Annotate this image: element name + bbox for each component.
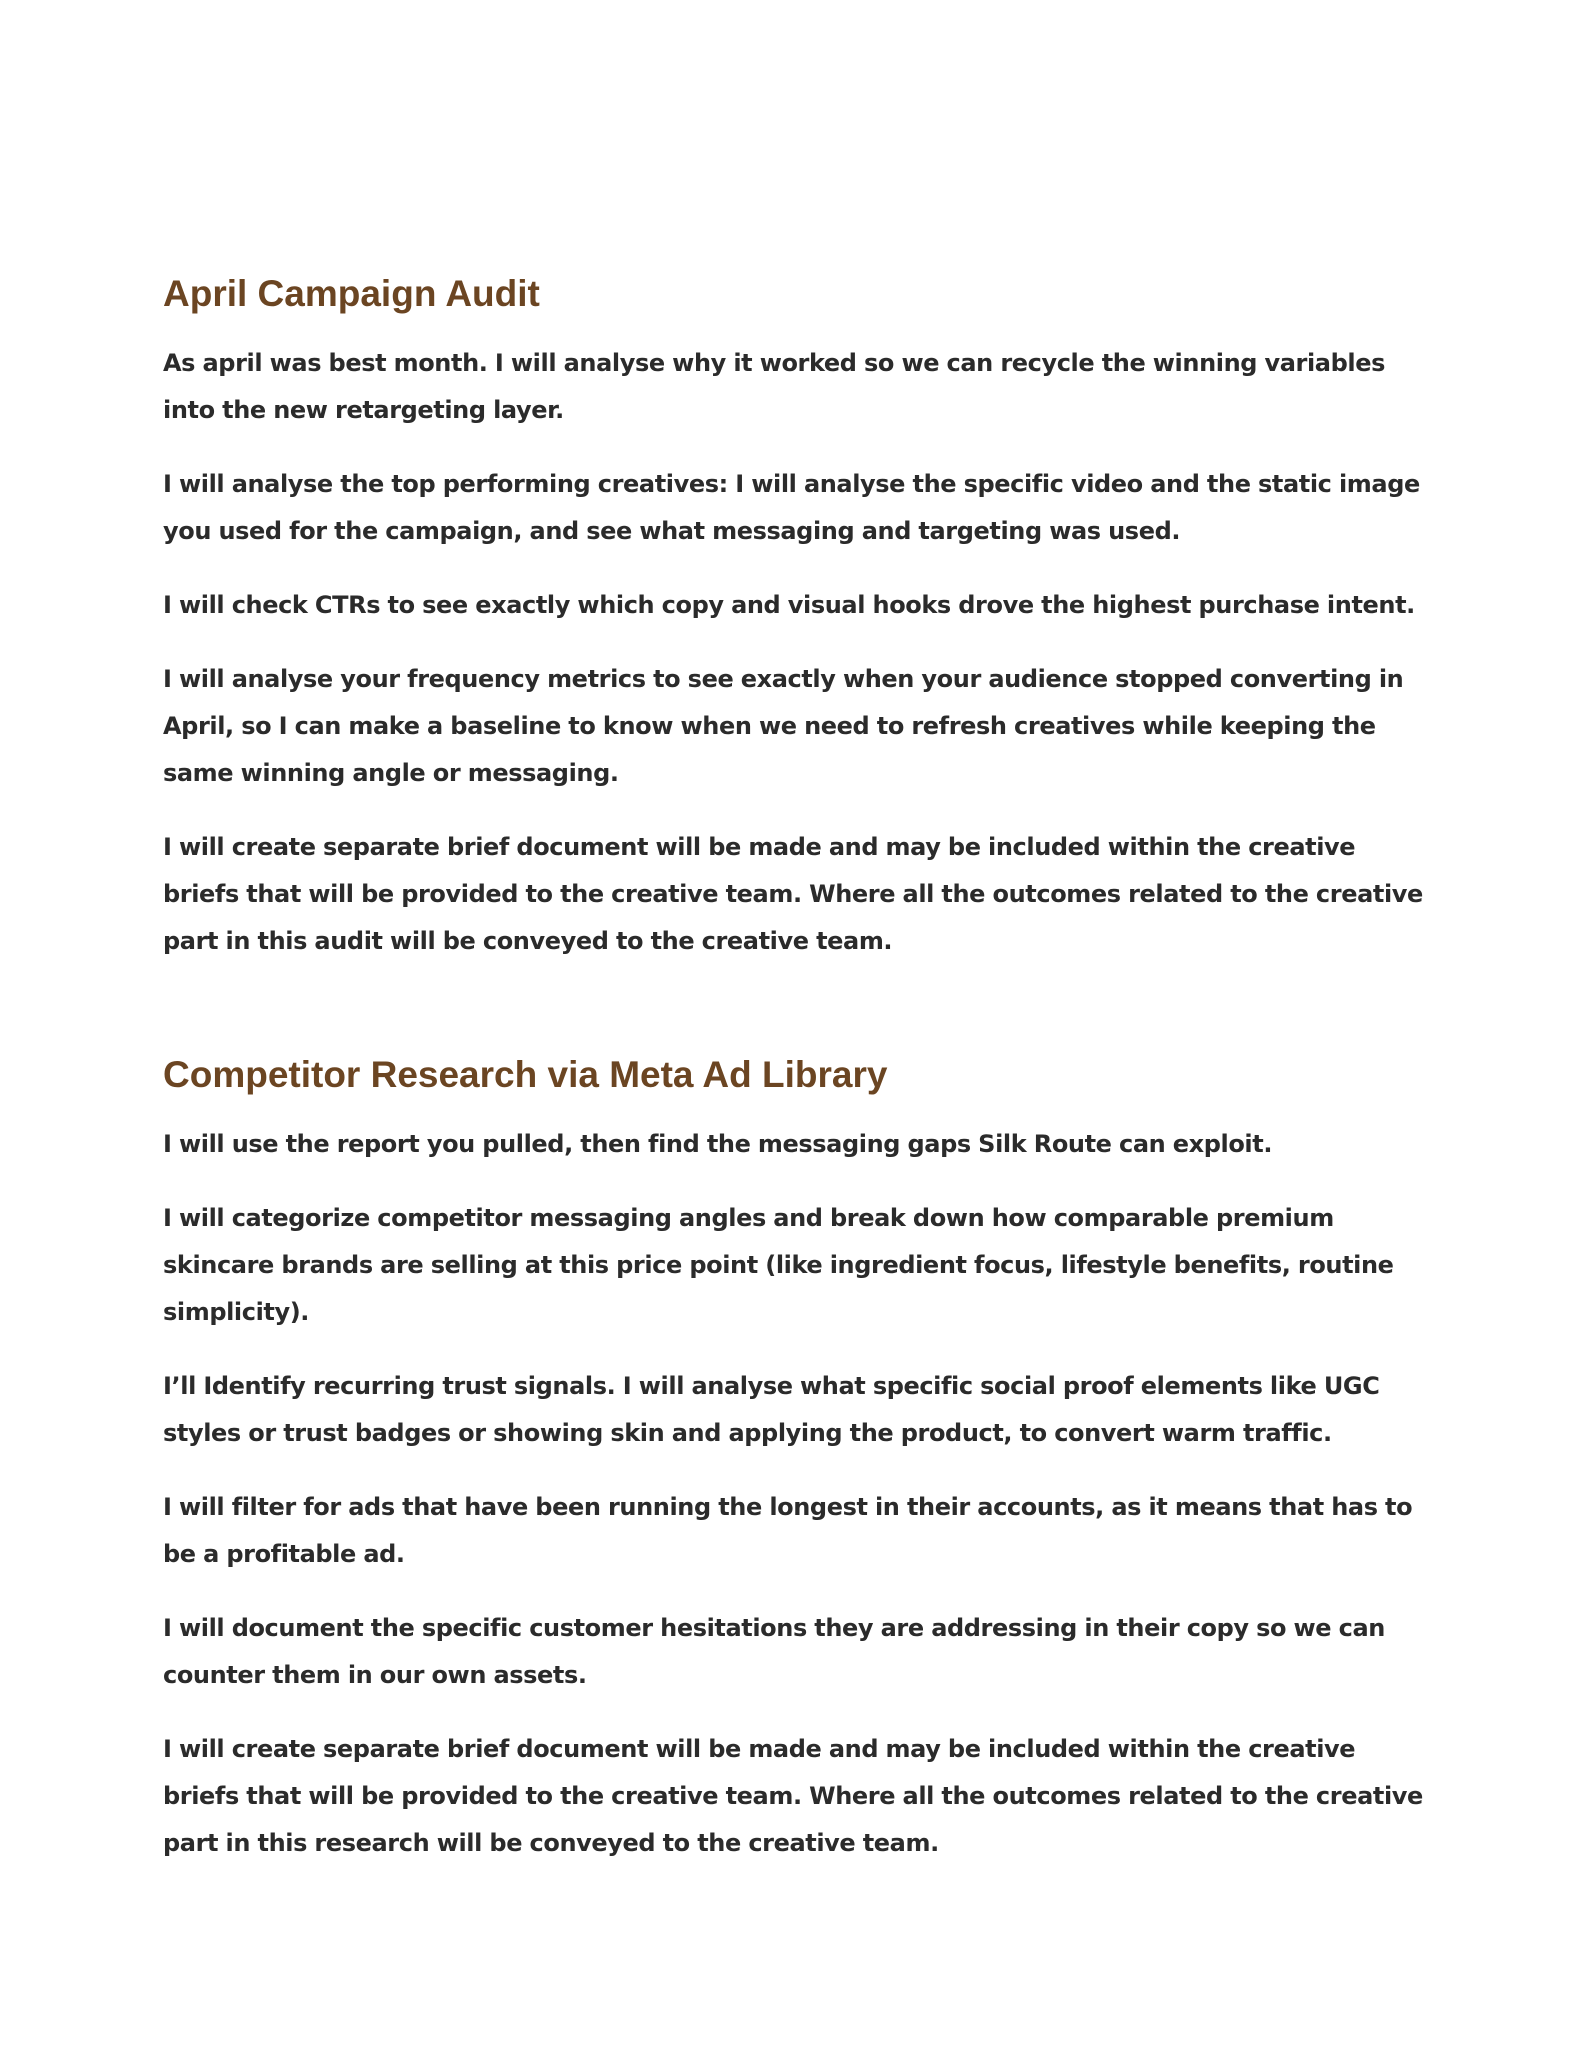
paragraph: I will check CTRs to see exactly which copy and visual hooks drove the highest purchase intent. <box>163 591 1415 619</box>
section-heading: April Campaign Audit <box>163 273 540 314</box>
paragraph: I will use the report you pulled, then find the messaging gaps Silk Route can exploit. <box>163 1130 1273 1158</box>
document-body <box>163 270 1423 1894</box>
paragraph: As april was best month. I will analyse why it worked so we can recycle the winning variables into the new retargeting layer. <box>163 349 1385 424</box>
paragraph: I will create separate brief document will be made and may be included within the creative briefs that will be provided to the creative team. Where all the outcomes related to the creative part in this audit will be conveyed to the creative team. <box>163 833 1423 955</box>
paragraph: I will categorize competitor messaging angles and break down how comparable premium skincare brands are selling at this price point (like ingredient focus, lifestyle benefits, routine simplicity). <box>163 1204 1394 1326</box>
paragraph: I will document the specific customer hesitations they are addressing in their copy so we can counter them in our own assets. <box>163 1614 1385 1689</box>
section-april-campaign-audit <box>163 270 1423 965</box>
paragraph: I will analyse your frequency metrics to see exactly when your audience stopped converting in April, so I can make a baseline to know when we need to refresh creatives while keeping the same winning angle or messaging. <box>163 665 1404 787</box>
paragraph: I will analyse the top performing creatives: I will analyse the specific video and the static image you used for the campaign, and see what messaging and targeting was used. <box>163 470 1420 545</box>
paragraph: I will filter for ads that have been running the longest in their accounts, as it means that has to be a profitable ad. <box>163 1493 1413 1568</box>
paragraph: I will create separate brief document will be made and may be included within the creative briefs that will be provided to the creative team. Where all the outcomes related to the creative part in this research will be conveyed to the creative team. <box>163 1735 1423 1857</box>
section-competitor-research <box>163 1051 1423 1867</box>
section-heading: Competitor Research via Meta Ad Library <box>163 1054 888 1095</box>
paragraph: I’ll Identify recurring trust signals. I will analyse what specific social proof elements like UGC styles or trust badges or showing skin and applying the product, to convert warm traffic. <box>163 1372 1380 1447</box>
